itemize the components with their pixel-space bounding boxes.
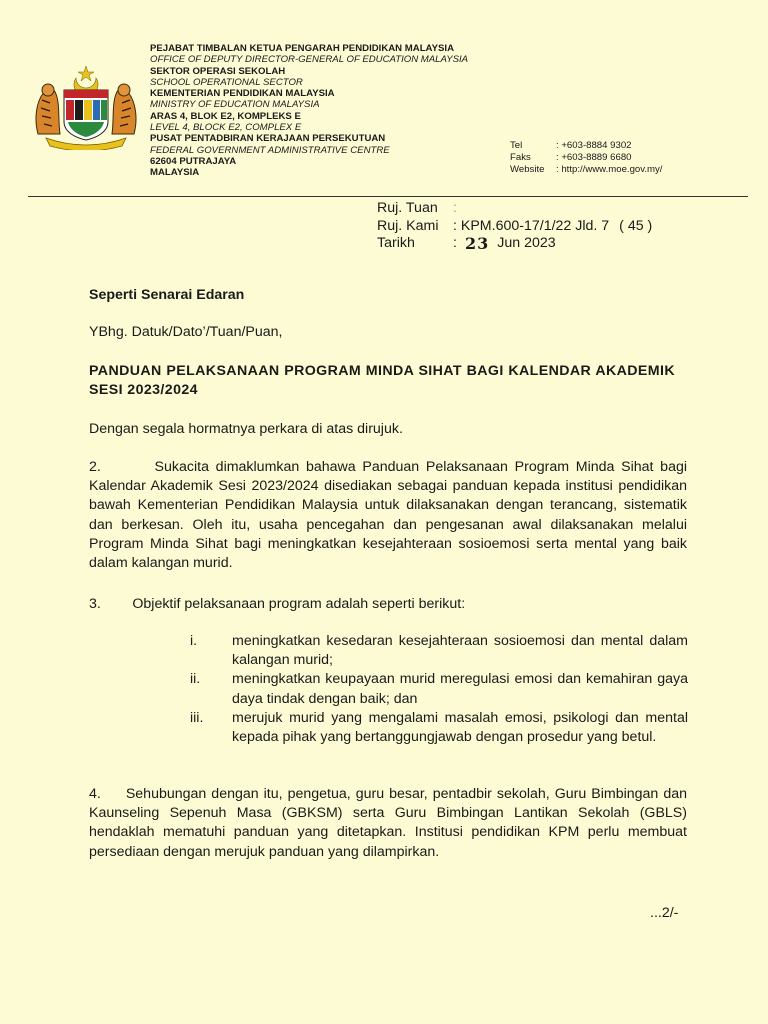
ref-date-day: 23 [465, 234, 490, 253]
letterhead-line: SEKTOR OPERASI SEKOLAH [150, 65, 286, 77]
letterhead-line: 62604 PUTRAJAYA [150, 155, 237, 167]
letterhead-line: KEMENTERIAN PENDIDIKAN MALAYSIA [150, 88, 335, 100]
ref-tuan-row [377, 200, 652, 218]
coat-of-arms-icon [30, 64, 142, 150]
letterhead-line: FEDERAL GOVERNMENT ADMINISTRATIVE CENTRE [150, 144, 390, 156]
paragraph-3: 3. Objektif pelaksanaan program adalah seperti berikut: [89, 596, 466, 612]
page-continuation: ...2/- [650, 905, 679, 921]
contact-fax [510, 152, 662, 164]
list-item-text: meningkatkan keupayaan murid meregulasi emosi dan kemahiran gaya daya tindak dengan baik; dan [232, 671, 688, 707]
paragraph-2: 2. Sukacita dimaklumkan bahawa Panduan Pelaksanaan Program Minda Sihat bagi Kalendar Akademik Sesi 2023/2024 disediakan sebagai panduan kepada institusi pendidikan bawah Kementerian Pendidikan Malaysia untuk dilaksanakan dengan terancang, sistematik dan berkesan. Oleh itu, usaha pencegahan dan pengesanan awal dilaksanakan melalui Program Minda Sihat bagi meningkatkan kesejahteraan sosioemosi serta mental yang baik dalam kalangan murid. [89, 459, 687, 572]
opening-line: Dengan segala hormatnya perkara di atas dirujuk. [89, 421, 403, 437]
letterhead-line: PEJABAT TIMBALAN KETUA PENGARAH PENDIDIKAN MALAYSIA [150, 43, 454, 54]
salutation: Seperti Senarai Edaran [89, 287, 245, 303]
greeting: YBhg. Datuk/Dato’/Tuan/Puan, [89, 324, 283, 340]
contact-website [510, 164, 662, 176]
list-item-text: merujuk murid yang mengalami masalah emosi, psikologi dan mental kepada pihak yang bertanggungjawab dengan prosedur yang betul. [232, 709, 688, 746]
contact-value: : +603-8889 6680 [556, 152, 632, 164]
ref-tuan-value: : [453, 200, 457, 216]
objectives-list [190, 632, 688, 747]
letterhead-line: MINISTRY OF EDUCATION MALAYSIA [150, 99, 320, 111]
list-item-number: i. [190, 633, 198, 649]
letterhead-line: SCHOOL OPERATIONAL SECTOR [150, 76, 303, 88]
subject-heading: PANDUAN PELAKSANAAN PROGRAM MINDA SIHAT BAGI KALENDAR AKADEMIK SESI 2023/2024 [89, 363, 675, 398]
list-item-text: meningkatkan kesedaran kesejahteraan sosioemosi dan mental dalam kalangan murid; [232, 633, 688, 669]
ref-kami-row [377, 218, 652, 236]
ref-kami-number: ( 45 ) [619, 217, 653, 234]
letterhead-divider [28, 196, 748, 197]
letterhead [150, 43, 468, 179]
paragraph-4: 4. Sehubungan dengan itu, pengetua, guru besar, pentadbir sekolah, Guru Bimbingan dan Kaunseling Sepenuh Masa (GBKSM) serta Guru Bimbingan Lantikan Sekolah (GBLS) hendaklah mematuhi panduan yang ditetapkan. Institusi pendidikan KPM perlu membuat persediaan dengan merujuk panduan yang dilampirkan. [89, 786, 687, 860]
ref-date-rest: Jun 2023 [497, 235, 556, 251]
ref-date-label: Tarikh [377, 235, 415, 251]
list-item [190, 632, 688, 670]
list-item-number: iii. [190, 709, 204, 726]
contact-tel [510, 140, 662, 152]
ref-date-row [377, 235, 652, 253]
list-item [190, 670, 688, 708]
letterhead-line: MALAYSIA [150, 167, 200, 179]
contact-key: Faks [510, 152, 531, 164]
letterhead-line: PUSAT PENTADBIRAN KERAJAAN PERSEKUTUAN [150, 133, 386, 145]
letterhead-line: OFFICE OF DEPUTY DIRECTOR-GENERAL OF EDUCATION MALAYSIA [150, 54, 469, 66]
list-item-number: ii. [190, 671, 201, 688]
letterhead-line: ARAS 4, BLOK E2, KOMPLEKS E [150, 110, 301, 122]
ref-kami-value: : KPM.600-17/1/22 Jld. 7 [453, 217, 610, 234]
contact-key: Website [510, 164, 545, 176]
ref-tuan-label: Ruj. Tuan [377, 200, 438, 216]
letterhead-line: LEVEL 4, BLOCK E2, COMPLEX E [150, 122, 302, 134]
contact-value: : +603-8884 9302 [556, 140, 632, 151]
reference-block [377, 200, 652, 253]
contact-value: : http://www.moe.gov.my/ [556, 164, 663, 176]
list-item [190, 709, 688, 747]
contact-key: Tel [510, 140, 523, 151]
ref-date-colon: : [453, 235, 457, 251]
contact-block [510, 140, 662, 177]
ref-kami-label: Ruj. Kami [377, 217, 439, 234]
